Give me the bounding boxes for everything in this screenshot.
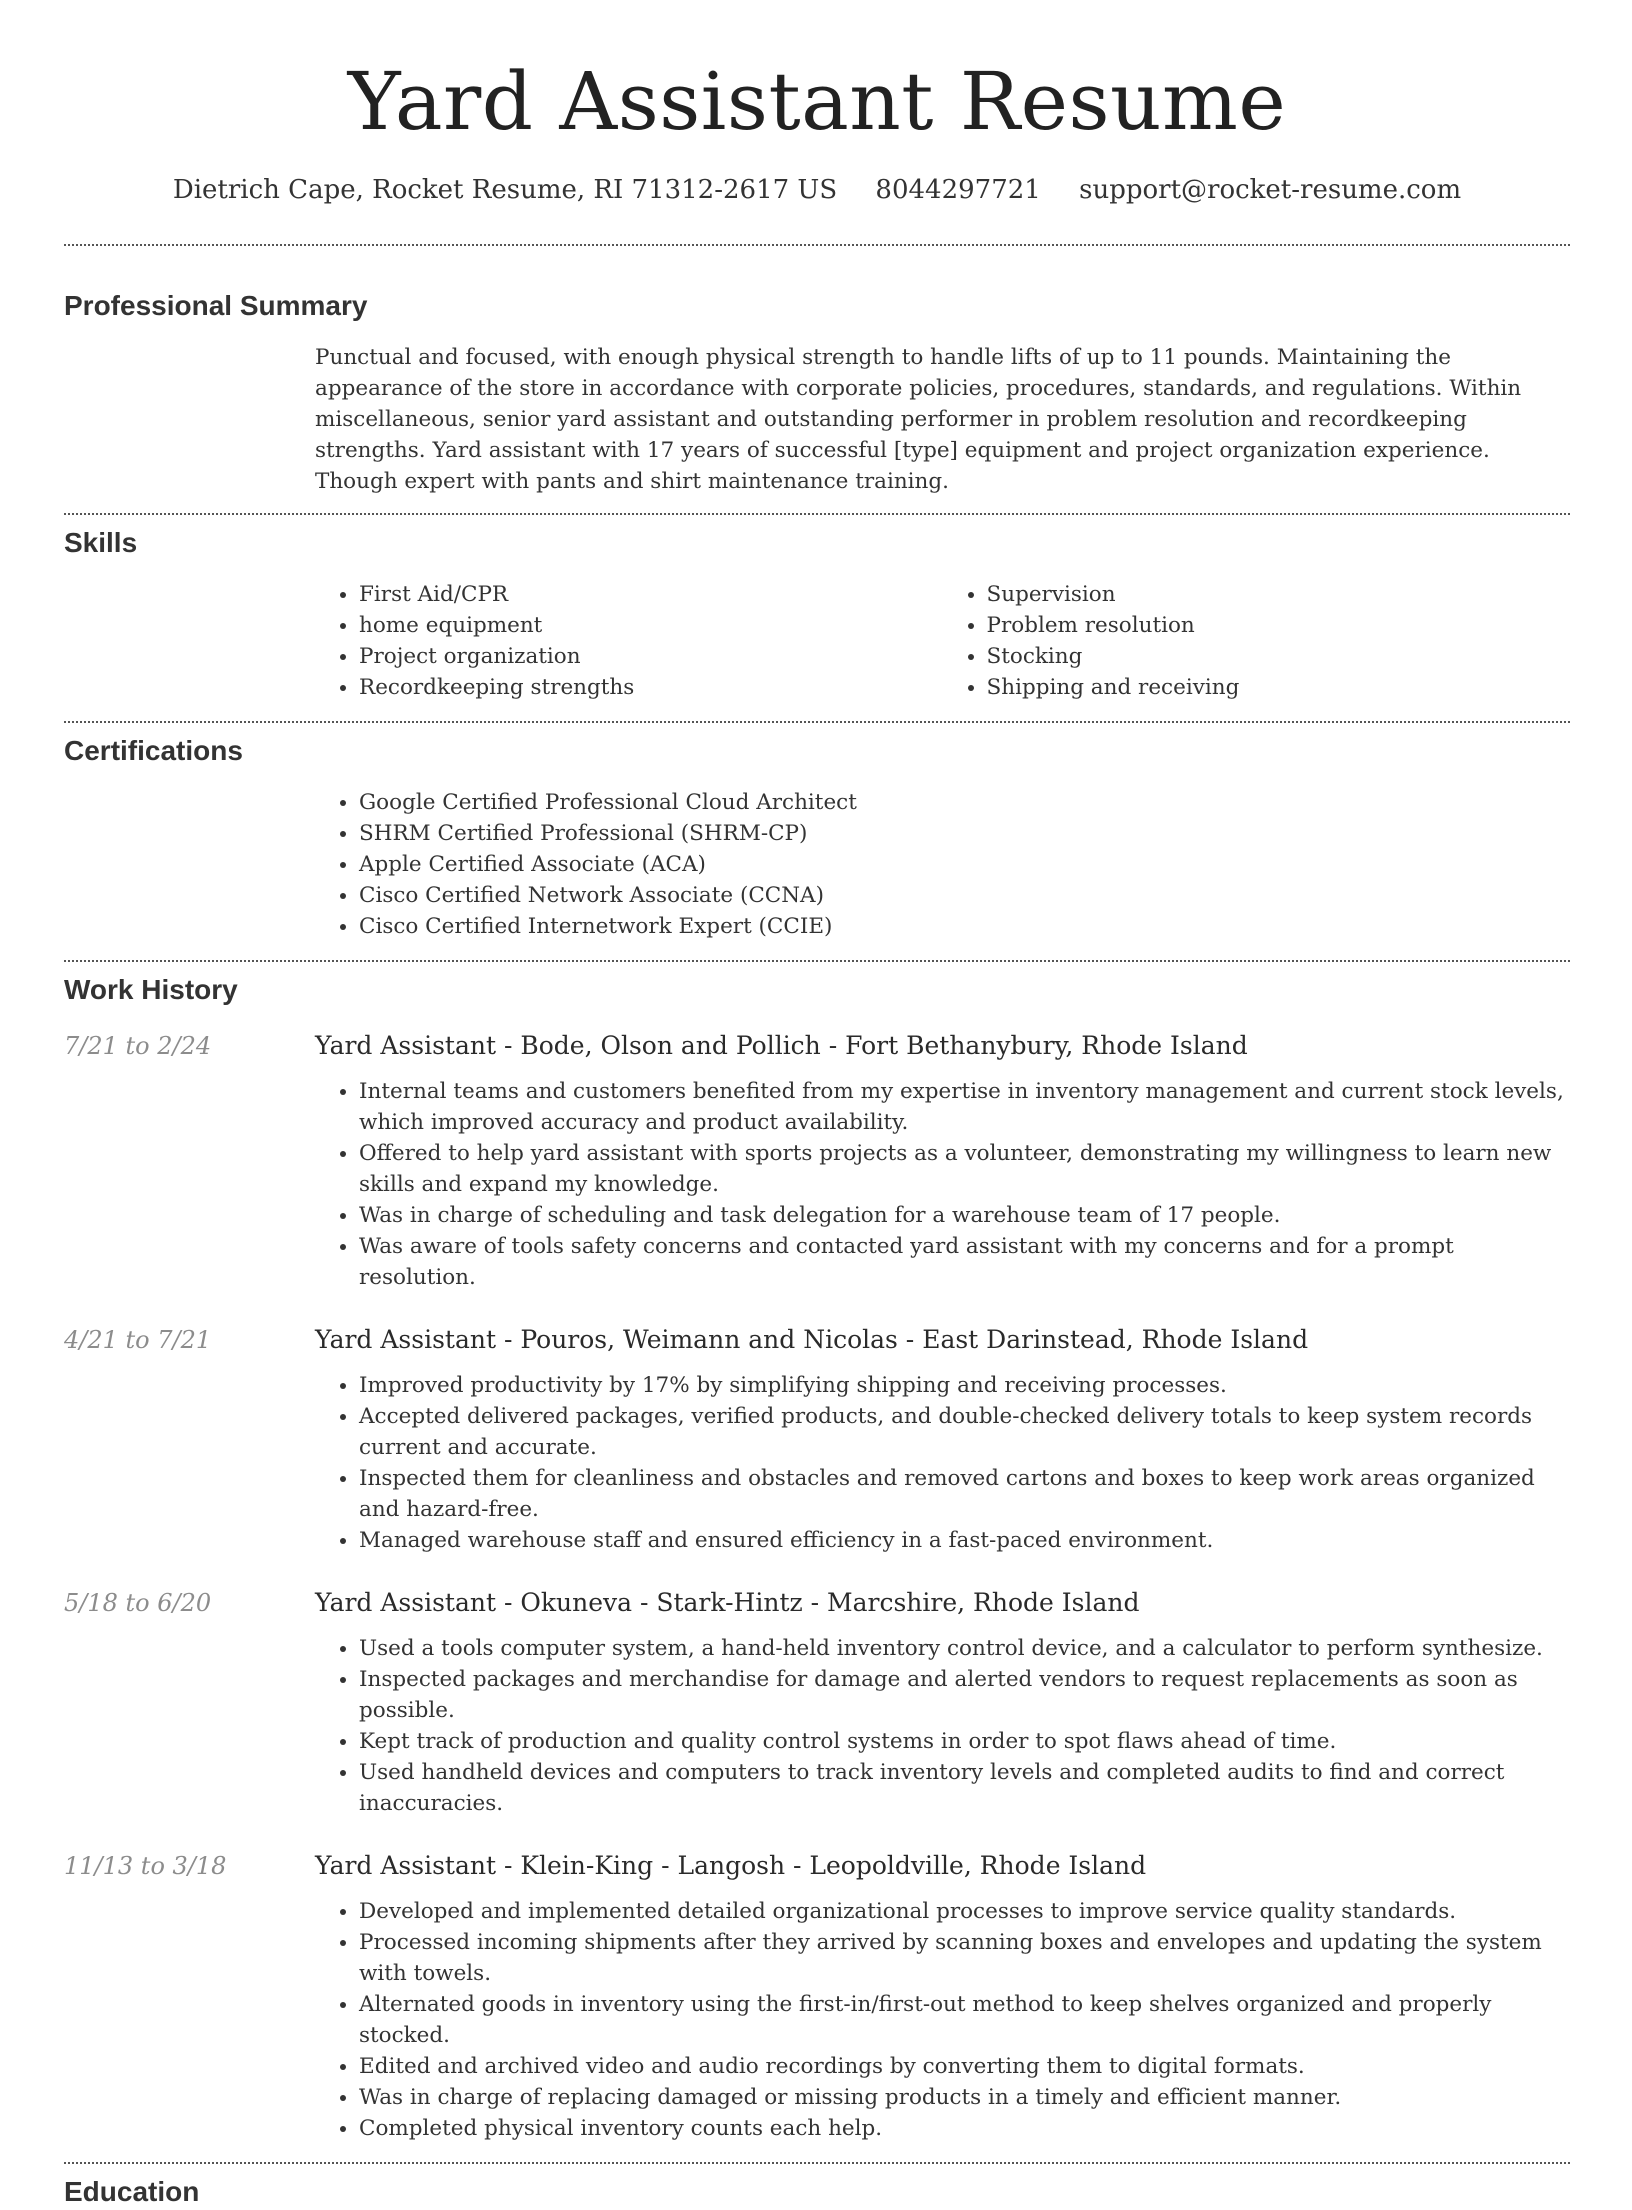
job-bullet: • Used a tools computer system, a hand-held inventory control device, and a calculator to perform synthesize. [359,1633,1570,1664]
job-dates: 11/13 to 3/18 [64,1852,227,1880]
job-bullet: • Edited and archived video and audio recordings by converting them to digital formats. [359,2051,1570,2082]
skills-section [64,525,1570,703]
section-divider [64,2162,1570,2164]
contact-address: Dietrich Cape, Rocket Resume, RI 71312-2617 US [172,175,838,205]
summary-section [64,288,1570,497]
job-dates: 5/18 to 6/20 [64,1589,212,1617]
work-history-section [64,972,1570,2144]
skills-heading: Skills [64,527,138,558]
certifications-section [64,733,1570,942]
education-heading: Education [64,2176,200,2207]
job-entry [64,1848,1570,2144]
job-bullet: • Managed warehouse staff and ensured efficiency in a fast-paced environment. [359,1525,1570,1556]
job-title: Yard Assistant - Bode, Olson and Pollich - Fort Bethanybury, Rhode Island [315,1031,1248,1060]
job-bullet: • Inspected them for cleanliness and obstacles and removed cartons and boxes to keep work areas organized and hazard-free. [359,1463,1570,1525]
job-dates: 7/21 to 2/24 [64,1032,212,1060]
education-section [64,2174,1570,2210]
certification-item: • Apple Certified Associate (ACA) [359,849,1570,880]
job-bullet: • Developed and implemented detailed organizational processes to improve service quality standards. [359,1896,1570,1927]
skill-item: • First Aid/CPR [359,579,943,610]
skill-item: • Recordkeeping strengths [359,672,943,703]
certification-item: • Cisco Certified Network Associate (CCNA) [359,880,1570,911]
job-bullet: • Was in charge of scheduling and task delegation for a warehouse team of 17 people. [359,1200,1570,1231]
job-bullet: • Completed physical inventory counts each help. [359,2113,1570,2144]
skills-column-left [315,579,943,703]
section-divider [64,960,1570,962]
job-title: Yard Assistant - Pouros, Weimann and Nicolas - East Darinstead, Rhode Island [315,1325,1309,1354]
section-divider [64,513,1570,515]
certifications-heading: Certifications [64,735,243,766]
job-bullet: • Alternated goods in inventory using the first-in/first-out method to keep shelves organized and properly stocked. [359,1989,1570,2051]
job-entry [64,1028,1570,1293]
contact-line [64,172,1570,208]
summary-text: Punctual and focused, with enough physical strength to handle lifts of up to 11 pounds. Maintaining the appearance of the store in accordance with corporate policies, procedures, standards, and regulations. Within miscellaneous, senior yard assistant and outstanding performer in problem resolution and recordkeeping strengths. Yard assistant with 17 years of successful [type] equipment and project organization experience. Though expert with pants and shirt maintenance training. [315,345,1522,494]
job-entry [64,1585,1570,1819]
certification-item: • Google Certified Professional Cloud Architect [359,787,1570,818]
job-bullet: • Offered to help yard assistant with sports projects as a volunteer, demonstrating my willingness to learn new skills and expand my knowledge. [359,1138,1570,1200]
job-entry [64,1322,1570,1556]
skills-list [315,579,1570,703]
work-history-heading: Work History [64,974,238,1005]
summary-heading: Professional Summary [64,290,368,321]
section-divider [64,721,1570,723]
skill-item: • Supervision [987,579,1571,610]
job-title: Yard Assistant - Klein-King - Langosh - Leopoldville, Rhode Island [315,1851,1147,1880]
job-bullet: • Was aware of tools safety concerns and contacted yard assistant with my concerns and for a prompt resolution. [359,1231,1570,1293]
certification-item: • Cisco Certified Internetwork Expert (CCIE) [359,911,1570,942]
job-bullet: • Used handheld devices and computers to track inventory levels and completed audits to find and correct inaccuracies. [359,1757,1570,1819]
job-bullet: • Improved productivity by 17% by simplifying shipping and receiving processes. [359,1370,1570,1401]
skill-item: • Shipping and receiving [987,672,1571,703]
job-title: Yard Assistant - Okuneva - Stark-Hintz - Marcshire, Rhode Island [315,1588,1140,1617]
skill-item: • home equipment [359,610,943,641]
certifications-list [315,787,1570,942]
job-bullet: • Accepted delivered packages, verified products, and double-checked delivery totals to keep system records current and accurate. [359,1401,1570,1463]
section-divider [64,244,1570,246]
contact-email: support@rocket-resume.com [1079,175,1462,205]
skill-item: • Project organization [359,641,943,672]
job-bullet: • Kept track of production and quality control systems in order to spot flaws ahead of time. [359,1726,1570,1757]
job-bullet: • Processed incoming shipments after they arrived by scanning boxes and envelopes and updating the system with towels. [359,1927,1570,1989]
skill-item: • Stocking [987,641,1571,672]
resume-page [64,0,1570,2210]
job-dates: 4/21 to 7/21 [64,1326,212,1354]
skills-column-right [943,579,1571,703]
job-bullet: • Was in charge of replacing damaged or missing products in a timely and efficient manner. [359,2082,1570,2113]
job-bullet: • Internal teams and customers benefited from my expertise in inventory management and current stock levels, which improved accuracy and product availability. [359,1076,1570,1138]
resume-title: Yard Assistant Resume [347,55,1287,148]
job-bullet: • Inspected packages and merchandise for damage and alerted vendors to request replacements as soon as possible. [359,1664,1570,1726]
skill-item: • Problem resolution [987,610,1571,641]
contact-phone: 8044297721 [875,175,1041,205]
certification-item: • SHRM Certified Professional (SHRM-CP) [359,818,1570,849]
